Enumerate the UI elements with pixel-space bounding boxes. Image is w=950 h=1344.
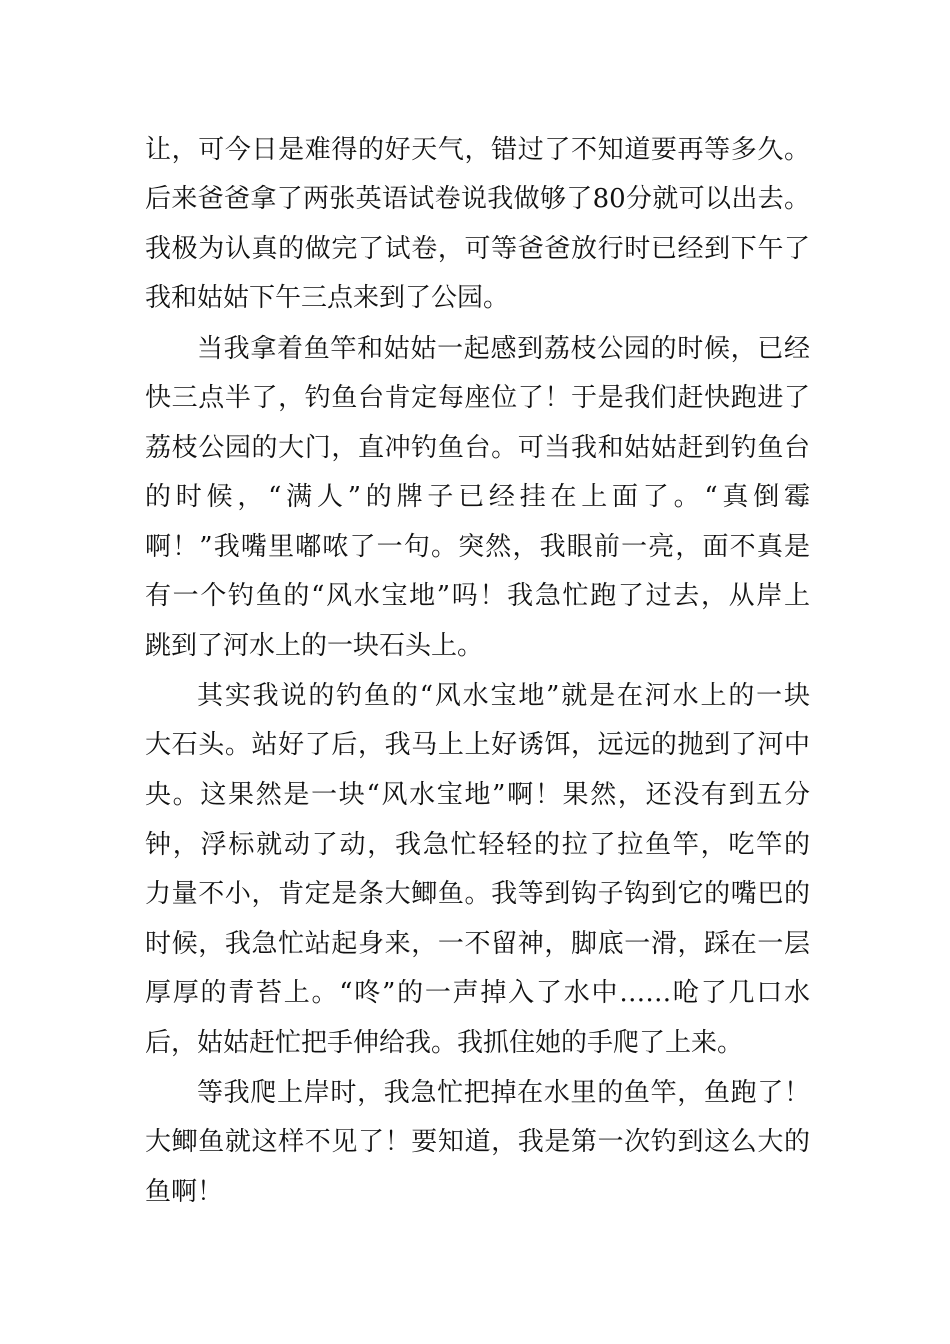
text-line: 跳到了河水上的一块石头上。 [145, 631, 484, 661]
text-line: 当我拿着鱼竿和姑姑一起感到荔枝公园的时候，已经 [197, 334, 810, 364]
text-line: 让，可今日是难得的好天气，错过了不知道要再等多久。 [145, 135, 810, 165]
text-line: 大鲫鱼就这样不见了！要知道，我是第一次钓到这么大的 [145, 1127, 810, 1157]
text-line: 钟，浮标就动了动，我急忙轻轻的拉了拉鱼竿，吃竿的 [145, 830, 810, 860]
text-line: 啊！”我嘴里嘟哝了一句。突然，我眼前一亮，面不真是 [145, 532, 810, 562]
text-line: 大石头。站好了后，我马上上好诱饵，远远的抛到了河中 [145, 730, 810, 760]
text-line: 鱼啊！ [145, 1177, 224, 1207]
text-line: 其实我说的钓鱼的“风水宝地”就是在河水上的一块 [197, 681, 810, 711]
text-line: 后来爸爸拿了两张英语试卷说我做够了80分就可以出去。 [145, 184, 810, 214]
text-line: 央。这果然是一块“风水宝地”啊！果然，还没有到五分 [145, 780, 810, 810]
text-line: 后，姑姑赶忙把手伸给我。我抓住她的手爬了上来。 [145, 1028, 744, 1058]
text-line: 时候，我急忙站起身来，一不留神，脚底一滑，踩在一层 [145, 929, 810, 959]
text-line: 有一个钓鱼的“风水宝地”吗！我急忙跑了过去，从岸上 [145, 581, 810, 611]
text-line: 厚厚的青苔上。“咚”的一声掉入了水中……呛了几口水 [145, 978, 810, 1008]
text-line: 我极为认真的做完了试卷，可等爸爸放行时已经到下午了 [145, 234, 810, 264]
text-line: 快三点半了，钓鱼台肯定每座位了！于是我们赶快跑进了 [145, 383, 810, 413]
text-line: 等我爬上岸时，我急忙把掉在水里的鱼竿，鱼跑了！ [197, 1078, 810, 1108]
text-line: 荔枝公园的大门，直冲钓鱼台。可当我和姑姑赶到钓鱼台 [145, 433, 810, 463]
text-line: 的时候，“满人”的牌子已经挂在上面了。“真倒霉 [145, 482, 810, 512]
text-line: 力量不小，肯定是条大鲫鱼。我等到钩子钩到它的嘴巴的 [145, 879, 810, 909]
text-line: 我和姑姑下午三点来到了公园。 [145, 283, 510, 313]
